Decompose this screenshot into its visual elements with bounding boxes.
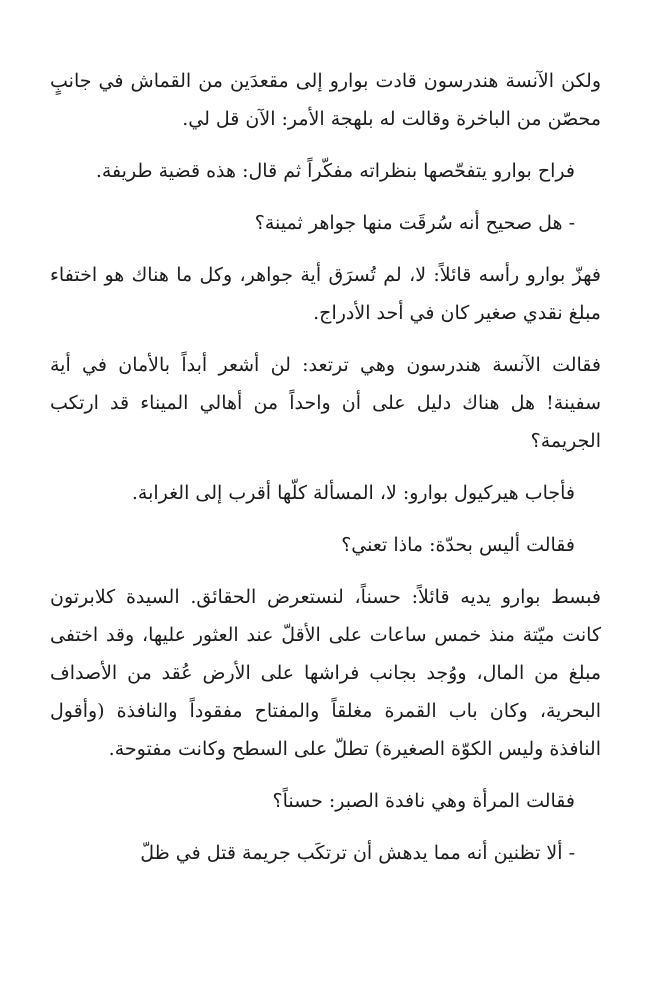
paragraph: فقالت المرأة وهي نافدة الصبر: حسناً؟ [272, 790, 575, 812]
paragraph: فقالت الآنسة هندرسون وهي ترتعد: لن أشعر أبداً بالأمان في أية سفينة! هل هناك دليل على أن واحداً من أهالي الميناء قد ارتكب الجريمة؟ [50, 354, 601, 452]
dialogue-line: - هل صحيح أنه سُرقَت منها جواهر ثمينة؟ [254, 212, 575, 234]
paragraph: فهزّ بوارو رأسه قائلاً: لا، لم تُسرَق أية جواهر، وكل ما هناك هو اختفاء مبلغ نقدي صغير كان في أحد الأدراج. [50, 264, 601, 324]
paragraph: فراح بوارو يتفحّصها بنظراته مفكّراً ثم قال: هذه قضية طريفة. [95, 160, 575, 182]
paragraph: فبسط بوارو يديه قائلاً: حسناً، لنستعرض الحقائق. السيدة كلابرتون كانت ميّتة منذ خمس ساعات على الأقلّ عند العثور عليها، وقد اختفى مبلغ من المال، ووُجد بجانب فراشها على الأرض عُقد من الأصداف البحرية، وكان باب القمرة مغلقاً والمفتاح مفقوداً والنافذة (وأقول النافذة وليس الكوّة الصغيرة) تطلّ على السطح وكانت مفتوحة. [50, 586, 601, 760]
paragraph: ولكن الآنسة هندرسون قادت بوارو إلى مقعدَين من القماش في جانبٍ محصّن من الباخرة وقالت له بلهجة الأمر: الآن قل لي. [50, 70, 601, 130]
dialogue-line: - ألا تظنين أنه مما يدهش أن ترتكَب جريمة قتل في ظلّ [140, 842, 575, 864]
paragraph: فقالت أليس بحدّة: ماذا تعني؟ [341, 534, 575, 556]
book-page [50, 62, 601, 886]
paragraph: فأجاب هيركيول بوارو: لا، المسألة كلّها أقرب إلى الغرابة. [131, 482, 575, 504]
